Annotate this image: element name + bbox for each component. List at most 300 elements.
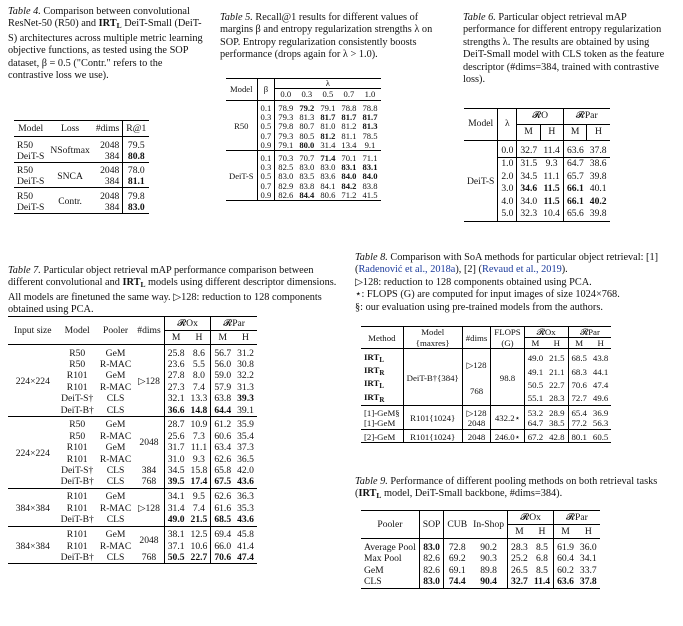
- table-cell: 27.8: [167, 370, 185, 382]
- table-cell: CLS: [106, 404, 125, 416]
- table-cell: DeiT-B†{384}: [403, 352, 462, 405]
- table-cell: 31.4: [320, 139, 336, 150]
- table-cell: 2.0: [498, 171, 517, 184]
- table8: [361, 326, 611, 443]
- table-cell: 57.9: [211, 382, 234, 393]
- table-row: [361, 511, 600, 525]
- table-cell: 81.7: [341, 112, 357, 123]
- table-cell: 246.0⋆: [491, 432, 524, 443]
- table-cell: 63.8: [211, 393, 234, 404]
- table-cell: Method: [361, 327, 403, 349]
- table-cell: 65.6: [563, 208, 586, 221]
- table-cell: R50: [17, 165, 33, 176]
- table-cell: Model: [468, 118, 494, 130]
- table-cell: M: [531, 338, 540, 349]
- table-cell: 37.8: [589, 144, 607, 156]
- table-cell: 81.7: [320, 112, 336, 123]
- table-cell: 81.7: [362, 112, 378, 123]
- table-cell: 53.2: [527, 408, 544, 419]
- table-cell: 𝓡Par: [563, 109, 609, 125]
- table-cell: 11.5: [543, 195, 560, 207]
- table-cell: CLS: [106, 551, 125, 563]
- table-cell: 84.0: [362, 171, 378, 182]
- table-cell: 768: [134, 476, 164, 488]
- table-cell: 66.1: [563, 183, 586, 196]
- table-cell: 82.5: [278, 162, 294, 173]
- table-cell: 7.3: [192, 430, 205, 442]
- table-cell: DeiT-S†: [61, 465, 94, 477]
- table-cell: 60.5: [592, 432, 609, 443]
- table-cell: R101: [66, 540, 88, 552]
- table-cell: 44.1: [592, 366, 609, 377]
- table-cell: R50: [226, 104, 257, 151]
- table-row: [361, 378, 611, 391]
- table-cell: 60.6: [211, 431, 234, 442]
- table-cell: 11.4: [533, 576, 551, 588]
- table-cell: H: [538, 525, 546, 537]
- table-cell: 36.6: [167, 404, 185, 416]
- table-cell: 28.3: [511, 541, 528, 553]
- table-cell: 36.9: [592, 408, 609, 419]
- table-cell: 47.4: [237, 551, 254, 563]
- table-cell: 65.8: [211, 465, 234, 476]
- table-cell: 34.1: [167, 491, 185, 503]
- table-cell: ▷128: [462, 408, 491, 418]
- table-cell: 49.0: [167, 514, 185, 526]
- table-cell: 10.9: [190, 419, 208, 431]
- table9-caption: Table 9. Performance of different pooling methods on both retrieval tasks ($IRT_L$ model, DeiT-Small backbone, #dims=384).: [355, 476, 658, 501]
- table-cell: R-MAC: [99, 430, 132, 442]
- table-cell: DeiT-B†: [60, 404, 94, 416]
- table-cell: ▷128: [134, 491, 164, 526]
- table-cell: 63.6: [554, 576, 577, 588]
- table-cell: Contr.: [58, 196, 82, 207]
- table-cell: SOP: [419, 511, 444, 539]
- table-cell: DeiT-S†: [61, 393, 94, 405]
- table-cell: 83.0: [278, 171, 294, 182]
- table-cell: 2048: [134, 419, 164, 465]
- table-cell: 𝓡Par: [568, 327, 611, 338]
- table7-caption-label: Table 7.: [8, 265, 41, 276]
- table-cell: 80.8: [123, 151, 150, 163]
- table-cell: CUB: [447, 518, 468, 530]
- table-cell: M: [515, 525, 524, 537]
- table-cell: R101: [66, 442, 88, 454]
- table-cell: λ: [275, 79, 381, 89]
- table4: [14, 120, 149, 214]
- table-cell: 83.8: [299, 180, 315, 191]
- table-cell: M: [211, 331, 234, 345]
- table-cell: 43.6: [237, 514, 254, 526]
- table4-caption-label: Table 4.: [8, 6, 41, 17]
- table-cell: 31.7: [167, 442, 185, 454]
- table-row: [361, 352, 611, 365]
- table-cell: 768: [462, 378, 491, 405]
- table-cell: 5.0: [498, 208, 517, 221]
- table-cell: 83.5: [299, 171, 315, 182]
- table-cell: 32.1: [167, 393, 185, 405]
- table-cell: 27.3: [167, 381, 185, 393]
- table-cell: 23.6: [167, 358, 185, 370]
- table-cell: 384: [134, 465, 164, 476]
- table-cell: 28.9: [549, 408, 565, 419]
- table-row: [361, 408, 611, 418]
- table7: [8, 316, 257, 564]
- table-cell: 66.1: [563, 196, 586, 209]
- table-cell: R101: [66, 370, 88, 382]
- table-cell: 25.6: [167, 430, 185, 442]
- table-cell: 78.0: [123, 165, 150, 176]
- table-cell: 32.7: [520, 144, 538, 156]
- table-cell: 0.7: [343, 89, 355, 100]
- table-row: [361, 432, 611, 443]
- table-cell: R101{1024}: [403, 432, 462, 443]
- table-cell: 41.5: [362, 189, 378, 200]
- table-cell: 39.8: [589, 170, 607, 182]
- table-cell: 11.1: [543, 170, 560, 182]
- table-cell: 0.3: [257, 113, 275, 122]
- table-cell: 25.2: [511, 553, 528, 565]
- table8-note-flops: ⋆: FLOPS (G) are computed for input images of size 1024×768.: [355, 289, 620, 301]
- table-cell: 2048: [462, 418, 491, 429]
- table-cell: GeM: [105, 347, 126, 359]
- table-cell: 𝓡Ox: [164, 317, 211, 331]
- table-cell: 12.5: [190, 529, 208, 541]
- table-cell: 15.8: [190, 465, 208, 477]
- table-cell: M: [568, 338, 590, 349]
- table-cell: DeiT-S: [226, 154, 257, 201]
- table-cell: 40.2: [589, 195, 607, 207]
- table-cell: 21.5: [190, 514, 208, 526]
- table-cell: 14.8: [190, 404, 208, 416]
- table-cell: 26.5: [511, 564, 528, 576]
- table-cell: 𝓡Par: [554, 511, 600, 525]
- table-cell: R50: [69, 430, 86, 442]
- table-cell: 83.0: [419, 542, 444, 554]
- table-cell: 81.0: [320, 121, 336, 132]
- table-cell: 8.5: [535, 541, 548, 553]
- table-cell: 83.0: [320, 162, 336, 173]
- table-row: [361, 542, 600, 554]
- table-cell: 81.2: [320, 130, 336, 141]
- table-cell: 79.8: [123, 191, 150, 202]
- table-cell: 0.3: [257, 163, 275, 172]
- table-cell: DeiT-B†: [60, 514, 94, 526]
- table-cell: $IRT_L$: [361, 352, 403, 365]
- table6: [464, 108, 610, 222]
- table-cell: 31.2: [237, 347, 254, 359]
- table-cell: 82.6: [419, 565, 444, 577]
- table-cell: 61.2: [211, 419, 234, 430]
- table-cell: 84.0: [341, 171, 357, 182]
- table-row: [14, 191, 149, 202]
- table-cell: 90.4: [470, 576, 507, 588]
- citation-revaud-link[interactable]: Revaud et al., 2019: [481, 264, 562, 276]
- table-cell: 21.1: [549, 366, 565, 377]
- table-cell: 61.9: [554, 542, 577, 554]
- table-cell: 62.6: [211, 454, 234, 465]
- table-cell: GeM: [105, 491, 126, 503]
- table-cell: 82.9: [278, 180, 294, 191]
- table-cell: 0.7: [257, 182, 275, 191]
- table-cell: 1.0: [498, 158, 517, 171]
- table-cell: 384×384: [15, 502, 50, 514]
- table-cell: 0.5: [257, 122, 275, 131]
- table-cell: CLS: [106, 514, 125, 526]
- table-cell: 84.4: [299, 189, 315, 200]
- table-cell: 72.7: [568, 392, 590, 406]
- table-cell: 60.2: [554, 565, 577, 577]
- table-cell: 56.3: [592, 418, 609, 429]
- table-cell: 79.8: [278, 121, 294, 132]
- table-cell: 70.7: [299, 152, 315, 163]
- table-cell: 2048: [100, 190, 120, 202]
- table-cell: Pooler: [361, 511, 419, 539]
- table-cell: 69.1: [448, 564, 466, 576]
- table-cell: 78.8: [362, 102, 378, 113]
- citation-radenovic-link[interactable]: Radenović et al., 2018a: [358, 264, 456, 276]
- table-cell: CLS: [106, 393, 125, 405]
- table-row: [14, 121, 149, 137]
- table6-caption-label: Table 6.: [463, 12, 496, 23]
- table-cell: 1.0: [364, 89, 376, 100]
- table-cell: 71.4: [320, 152, 336, 163]
- table-cell: 69.2: [448, 553, 466, 565]
- table-cell: Loss: [61, 123, 80, 134]
- table9-caption-label: Table 9.: [355, 476, 388, 487]
- table-cell: R101: [66, 491, 88, 503]
- table-cell: R101: [66, 381, 88, 393]
- table-cell: 62.6: [211, 491, 234, 502]
- table-row: [361, 418, 611, 429]
- table-cell: 38.6: [587, 158, 610, 171]
- table-cell: 50.5: [167, 551, 185, 563]
- table-cell: Model: [226, 79, 257, 101]
- table-cell: 82.6: [278, 189, 294, 200]
- table-cell: H: [587, 125, 610, 141]
- table-cell: 81.2: [341, 121, 357, 132]
- table-cell: R50: [69, 347, 86, 359]
- table-cell: M: [554, 525, 577, 539]
- table-cell: 83.1: [341, 162, 357, 173]
- table8-note-eval: §: our evaluation using pre-trained models from the authors.: [355, 301, 603, 313]
- table-cell: 55.1: [527, 393, 544, 404]
- table-cell: Max Pool: [361, 553, 419, 565]
- table-cell: FLOPS: [491, 327, 524, 338]
- table-cell: 13.3: [190, 393, 208, 405]
- table-cell: 72.8: [448, 541, 466, 553]
- table-cell: 82.6: [419, 553, 444, 565]
- table-cell: M: [171, 331, 181, 343]
- table-cell: 384: [104, 176, 120, 187]
- table-cell: 432.2⋆: [491, 408, 524, 429]
- table-cell: GeM: [361, 565, 419, 577]
- table-cell: 64.7: [527, 418, 544, 429]
- table-cell: 35.3: [237, 502, 254, 514]
- table-cell: 𝓡O: [517, 109, 564, 125]
- table-row: [361, 576, 600, 588]
- table-cell: 4.0: [498, 196, 517, 209]
- table-cell: GeM: [105, 442, 126, 454]
- table-row: [464, 145, 610, 158]
- table-cell: H: [553, 338, 560, 349]
- table-cell: 39.3: [237, 393, 254, 405]
- table-cell: 74.4: [448, 576, 466, 588]
- table-cell: 0.5: [257, 172, 275, 181]
- table-cell: 80.7: [299, 121, 315, 132]
- table-cell: 77.2: [568, 418, 590, 429]
- table-cell: [1]-GeM: [361, 418, 403, 429]
- table-cell: H: [584, 525, 592, 537]
- table-cell: 83.1: [362, 162, 378, 173]
- table-cell: 43.8: [592, 353, 609, 364]
- table-cell: 34.0: [520, 195, 538, 207]
- table-cell: 9.1: [364, 139, 376, 150]
- table8-note-pca: ▷128: reduction to 128 components obtained using PCA.: [355, 276, 592, 288]
- table8-caption-label: Table 8.: [355, 252, 388, 263]
- table-cell: 10.6: [190, 540, 208, 552]
- table-cell: 67.5: [211, 476, 234, 488]
- table-cell: 84.2: [341, 180, 357, 191]
- table-cell: 83.0: [419, 576, 444, 588]
- table-cell: 69.4: [211, 529, 234, 540]
- table7-caption: Table 7. Particular object retrieval mAP performance comparison between different convolutional and $IRT_L$ models using different descriptor dimensions. All models are finetuned the same way. ▷128: reduction to 128 components obtained using PCA.: [8, 265, 337, 316]
- table-cell: 79.3: [278, 112, 294, 123]
- table-cell: 38.5: [549, 418, 565, 429]
- table-cell: Model: [403, 327, 462, 338]
- table-cell: 47.4: [592, 379, 609, 390]
- table-cell: DeiT-B†: [60, 551, 94, 563]
- table-cell: $IRT_L$: [361, 378, 403, 391]
- table-cell: $IRT_R$: [361, 365, 403, 378]
- table-cell: GeM: [105, 419, 126, 431]
- table-cell: 66.0: [211, 541, 234, 552]
- table-cell: 0.1: [257, 104, 275, 113]
- table-cell: 35.9: [237, 419, 254, 431]
- table-row: [14, 140, 149, 151]
- table-cell: (G): [491, 338, 524, 349]
- table-cell: 11.1: [190, 442, 208, 454]
- table-cell: 65.4: [568, 408, 590, 418]
- table-cell: CLS: [106, 476, 125, 488]
- table-cell: 31.5: [517, 158, 540, 171]
- table-cell: 63.4: [211, 442, 234, 453]
- table-cell: R50: [69, 419, 86, 431]
- table-cell: 59.0: [211, 370, 234, 381]
- table-cell: 36.3: [237, 491, 254, 503]
- table-cell: R-MAC: [99, 381, 132, 393]
- table-cell: GeM: [105, 370, 126, 382]
- table-cell: 2048: [100, 139, 120, 151]
- table-cell: 28.7: [167, 419, 185, 431]
- table-cell: 22.7: [549, 379, 565, 390]
- table-cell: 224×224: [15, 376, 50, 388]
- table-cell: 32.7: [511, 576, 528, 588]
- table-cell: 10.4: [543, 208, 560, 220]
- table-cell: 71.2: [341, 189, 357, 200]
- table-row: [8, 317, 257, 331]
- table-cell: Model: [64, 324, 90, 336]
- table-cell: 37.1: [167, 540, 185, 552]
- table-cell: 41.4: [237, 540, 254, 552]
- table-row: [14, 165, 149, 176]
- table-cell: 60.4: [554, 553, 577, 565]
- table-cell: 71.1: [362, 152, 378, 163]
- table-cell: DeiT-S: [17, 176, 45, 187]
- table-cell: 0.9: [257, 191, 275, 201]
- table-cell: 64.7: [563, 158, 586, 171]
- table-cell: 45.8: [237, 529, 254, 541]
- table-cell: CLS: [106, 465, 125, 477]
- table-cell: 40.1: [589, 183, 607, 195]
- table-cell: 384: [104, 150, 120, 162]
- table-cell: 34.5: [167, 465, 185, 477]
- table-cell: 2048: [462, 432, 491, 443]
- table-cell: 0.3: [301, 89, 313, 100]
- table-cell: 30.8: [237, 358, 254, 370]
- table-cell: {maxres}: [403, 338, 462, 349]
- table-row: [361, 565, 600, 577]
- table-cell: 49.1: [527, 366, 544, 377]
- table-cell: #dims: [462, 327, 491, 349]
- table-cell: R50: [69, 358, 86, 370]
- table-cell: 0.7: [257, 132, 275, 141]
- table-cell: 0.0: [498, 145, 517, 158]
- table-cell: 78.9: [278, 102, 294, 113]
- table-cell: 𝓡Ox: [524, 327, 568, 338]
- table-cell: 8.5: [535, 564, 548, 576]
- table-cell: 50.5: [527, 379, 544, 390]
- table-cell: 11.5: [543, 183, 560, 195]
- table-cell: 90.2: [470, 542, 507, 554]
- table-cell: 𝓡Par: [211, 317, 257, 331]
- table-cell: M: [563, 125, 586, 141]
- table-cell: 13.4: [341, 139, 357, 150]
- table-cell: 11.4: [543, 144, 560, 156]
- table-row: [361, 327, 611, 338]
- table-cell: 70.6: [211, 552, 234, 564]
- table-cell: 80.5: [299, 130, 315, 141]
- table-cell: [1]-GeM§: [361, 408, 403, 418]
- table-cell: 7.4: [192, 502, 205, 514]
- table-cell: 31.4: [167, 502, 185, 514]
- table-cell: 36.0: [579, 541, 597, 553]
- table6-caption: Table 6. Particular object retrieval mAP performance for different entropy regularization strengths λ. The results are obtained by using DeiT-Small model with CLS token as the feature descriptor (#dims=384, trained with contrastive loss).: [463, 12, 665, 86]
- table4-caption: Table 4. Comparison between convolutional ResNet-50 (R50) and $IRT_L$ DeiT-Small (DeiT-S) architectures across multiple metric learning objective functions, as tested using the SOP dataset, β = 0.5 ("Contr." refers to the contrastive loss we use).: [8, 6, 203, 82]
- table-cell: H: [195, 331, 203, 343]
- table-cell: 79.2: [299, 102, 315, 113]
- table-cell: 81.1: [341, 130, 357, 141]
- table-cell: 78.8: [341, 102, 357, 113]
- table9: [361, 510, 600, 589]
- table-cell: 17.4: [190, 476, 208, 488]
- table-cell: M: [517, 125, 540, 141]
- table-cell: 33.7: [579, 564, 597, 576]
- table-cell: 80.0: [299, 139, 315, 150]
- table-cell: 37.3: [237, 442, 254, 454]
- table-cell: 34.6: [520, 183, 538, 195]
- table-cell: 8.0: [192, 370, 205, 382]
- table-cell: 25.8: [167, 347, 185, 359]
- table-cell: 36.5: [237, 453, 254, 465]
- table-cell: Input size: [14, 324, 52, 336]
- table-cell: 79.1: [320, 102, 336, 113]
- table-cell: DeiT-S: [467, 176, 495, 188]
- table-cell: 68.3: [568, 365, 590, 378]
- table-cell: 8.6: [192, 347, 205, 359]
- table-cell: 83.6: [320, 171, 336, 182]
- table-cell: 42.0: [237, 465, 254, 477]
